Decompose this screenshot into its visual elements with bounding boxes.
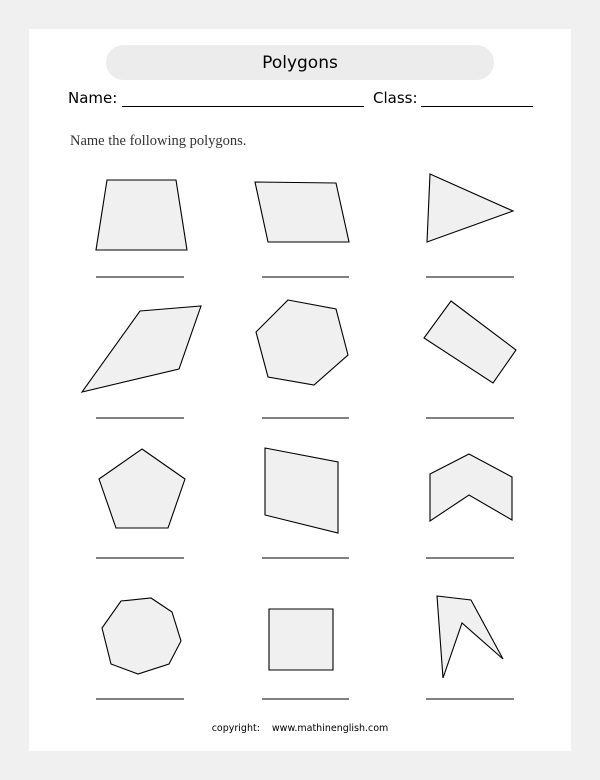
copyright-label: copyright: (211, 723, 260, 734)
shape-quadrilateral (265, 448, 338, 533)
shape-slanted-parallelogram (82, 306, 201, 392)
name-label: Name: (68, 89, 118, 107)
worksheet-title: Polygons (106, 45, 494, 80)
shape-pentagon (99, 449, 185, 528)
class-label: Class: (373, 89, 418, 107)
copyright-footer (0, 723, 600, 734)
shape-chevron (430, 454, 512, 521)
shape-parallelogram (255, 182, 349, 242)
shape-rotated-rectangle (424, 301, 516, 383)
copyright-site: www.mathinenglish.com (271, 723, 389, 734)
shape-square (269, 609, 333, 670)
shape-trapezoid (96, 180, 187, 250)
instruction-text: Name the following polygons. (70, 133, 247, 149)
shape-octagon (102, 598, 181, 674)
shape-triangle (427, 174, 513, 242)
shape-hexagon (256, 300, 348, 385)
shape-concave-quadrilateral (437, 596, 503, 678)
